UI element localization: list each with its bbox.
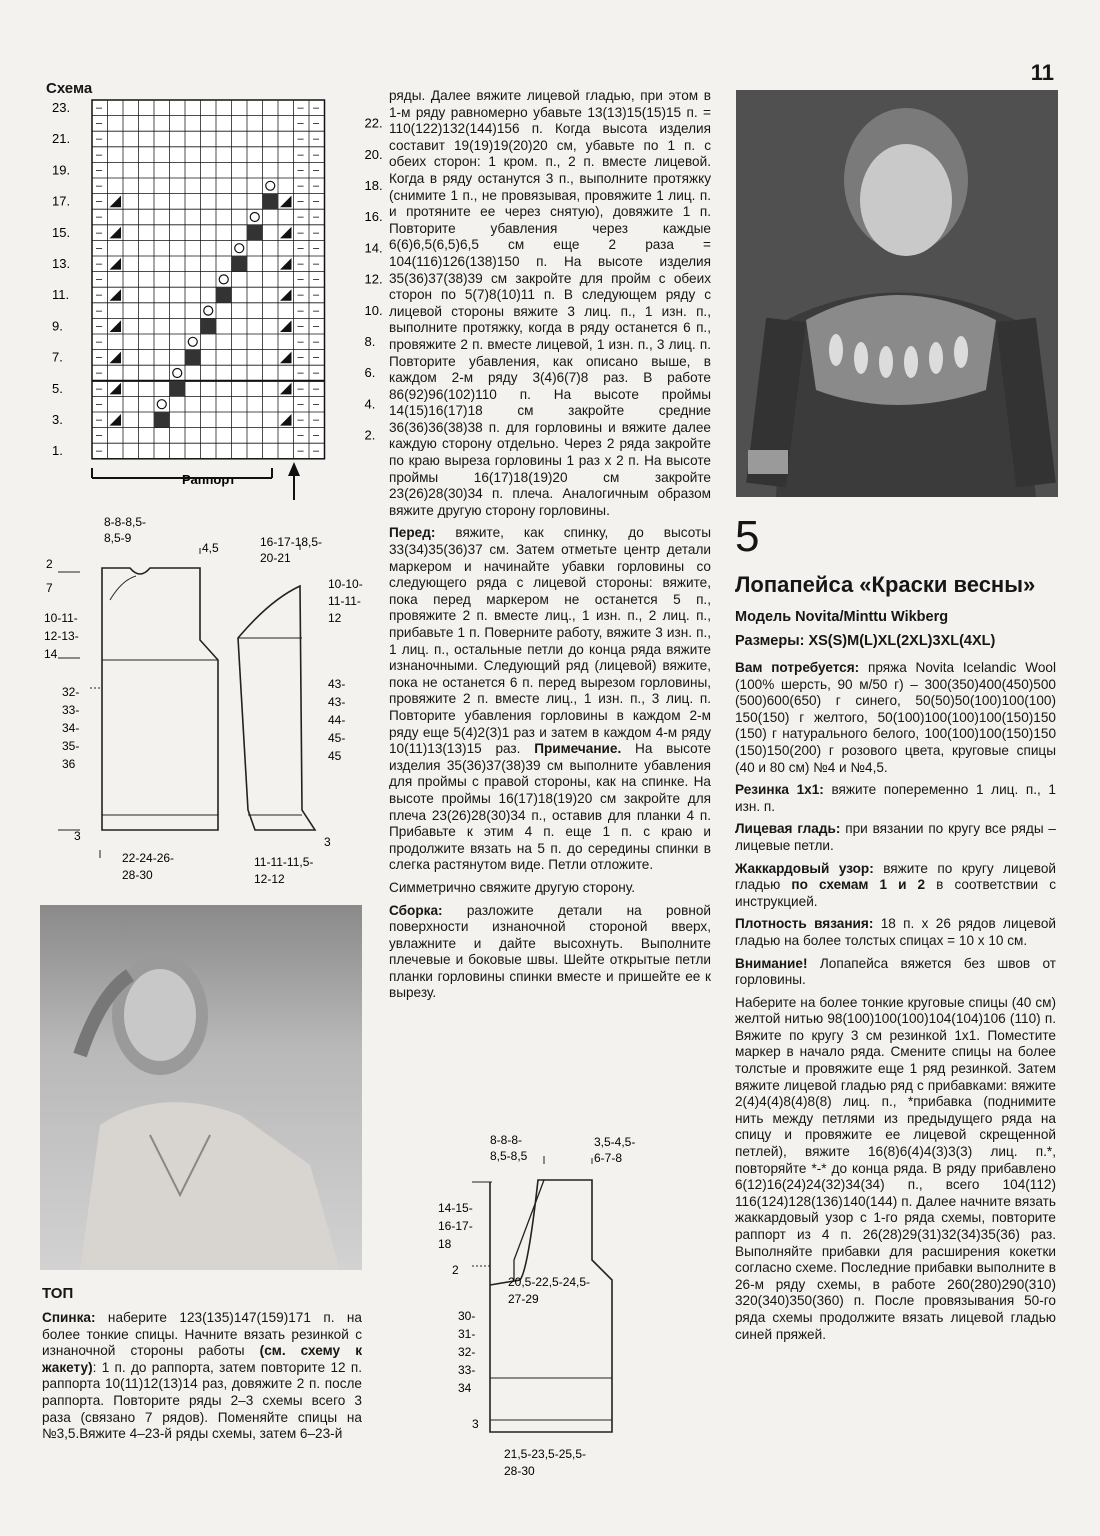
- article-title: Лопапейса «Краски весны»: [735, 572, 1036, 597]
- back-continued: ряды. Далее вяжите лицевой гладью, при этом в 1-м ряду равномерно убавьте 13(13)15(15)15 п. = 110(122)132(144)156 п. Когда высота изделия составит 19(19)19(20)20 см, убавьте по 1 п. с обеих сторон: 1 кром. п., 2 п. вместе лицевой. Когда в ряду останутся 3 п., выполните протяжку (снимите 1 п., не провязывая, провяжите 1 лиц. п. и протяните ее через снятую), довяжите 1 п. Повторите убавления через каждые 6(6)6,5(6,5)6,5 см еще 2 раза = 104(116)126(138)150 п. На высоте изделия 35(36)37(38)39 см закройте для пройм с обеих сторон по 5(7)8(10)11 п. В следующем ряду с лицевой стороны вяжите 3 лиц. п., 1 изн. п., выполните протяжку, когда в ряду останется 6 п., провяжите 2 п. вместе лицевой, 1 изн. п., 3 лиц. п. Повторите убавления, как описано выше, в каждом 2-м ряду 3(4)6(7)8 раз. В работе 86(92)96(102)110 п. На высоте проймы 14(15)16(17)18 см закройте средние 36(36)36(38)38 п. для горловины и вяжите далее каждую сторону отдельно. Через 2 ряда закройте по краю выреза горловины 1 раз х 2 п. На высоте проймы 16(17)18(19)20 см закройте 23(26)28(30)34 п. плеча. Аналогичным образом вяжите другую сторону горловины.: [389, 88, 711, 518]
- page-number: 11: [1030, 60, 1054, 85]
- back-shoulder: 7: [46, 581, 53, 595]
- chart-row-label: 16.: [364, 209, 383, 225]
- article-number: 5: [735, 512, 760, 561]
- chart-row-label: 5.: [52, 380, 63, 396]
- knitting-chart: [40, 96, 383, 500]
- svg-text:–: –: [313, 117, 320, 130]
- back-shoulder-drop: 2: [46, 557, 53, 571]
- svg-text:–: –: [297, 102, 304, 114]
- stockinette: Лицевая гладь: при вязании по кругу все ряды – лицевые петли.: [735, 821, 1056, 853]
- chart-row-label: 9.: [52, 318, 63, 334]
- front-length: 30-31-32-33-34: [458, 1309, 476, 1395]
- svg-text:–: –: [96, 195, 103, 208]
- svg-text:–: –: [96, 320, 103, 333]
- svg-text:–: –: [313, 351, 320, 364]
- svg-text:–: –: [96, 273, 103, 286]
- article-sizes: Размеры: XS(S)M(L)XL(2XL)3XL(4XL): [735, 633, 996, 649]
- schematic-back: [40, 510, 363, 890]
- top-title: ТОП: [42, 1285, 74, 1302]
- svg-text:–: –: [313, 242, 320, 255]
- rib-stitch: Резинка 1х1: вяжите попеременно 1 лиц. п., 1 изн. п.: [735, 782, 1056, 814]
- front-width: 21,5-23,5-25,5-28-30: [504, 1447, 587, 1478]
- chart-row-label: 13.: [52, 256, 71, 271]
- front-shoulder-drop: 2: [452, 1263, 459, 1277]
- svg-text:–: –: [313, 273, 320, 286]
- svg-text:–: –: [96, 242, 103, 255]
- svg-text:–: –: [96, 211, 103, 224]
- svg-text:–: –: [297, 133, 304, 146]
- svg-text:–: –: [313, 398, 320, 411]
- front-instructions: Перед: вяжите, как спинку, до высоты 33(34)35(36)37 см. Затем отметьте центр детали маркером и начинайте убавки горловины со следующего ряда с лицевой стороны: вяжите, пока перед маркером не останется 5 п., провяжите 2 п. вместе лиц., 1 изн. п., 2 лиц. п., прибавьте 1 п. Поверните работу, вяжите 3 изн. п., 1 лиц. п., остальные петли до конца ряда вяжите изнаночными. Следующий ряд (лицевой) вяжите, пока не останется 6 п. перед вырезом горловины, провяжите 2 п. вместе лиц., 1 изн. п., 3 лиц. п. Повторите убавления горловины в каждом 2-м ряду еще 5(4)2(3)1 раз и затем в каждом 4-м ряду 10(11)13(13)15 раз. Примечание. На высоте изделия 35(36)37(38)39 см выполните убавления для проймы с правой стороны, как на спинке. На высоте проймы 16(17)18(19)20 см закройте для плеча 23(26)28(30)34 п., оставив для планки 4 п. Прибавьте к этим 4 п. еще 1 п. с краю и продолжите вязать на 5 п. до середины спинки в слегка растянутом виде. Петли отложите.: [389, 525, 711, 873]
- svg-text:–: –: [297, 304, 304, 317]
- svg-text:–: –: [297, 367, 304, 380]
- svg-text:–: –: [313, 320, 320, 333]
- front-neck-width: 8-8-8-8,5-8,5: [490, 1133, 528, 1163]
- chart-row-label: 14.: [364, 240, 383, 256]
- svg-text:–: –: [297, 180, 304, 192]
- jacquard: Жаккардовый узор: вяжите по кругу лицевой гладью по схемам 1 и 2 в соответствии с инструкцией.: [735, 860, 1056, 909]
- schematic-front: [420, 1120, 660, 1490]
- chart-row-label: 18.: [364, 178, 383, 193]
- svg-text:–: –: [96, 289, 103, 302]
- svg-text:–: –: [96, 180, 103, 192]
- assembly-instructions: Сборка: разложите детали на ровной поверхности изнаночной стороной вверх, увлажните и дайте высохнуть. Выполните плечевые и боковые швы. Шейте открытые петли планки горловины спинки вместе и пришейте ее к вырезу.: [389, 902, 711, 1001]
- gauge: Плотность вязания: 18 п. х 26 рядов лицевой гладью на более толстых спицах = 10 х 10 см.: [735, 916, 1056, 948]
- attention: Внимание! Лопапейса вяжется без швов от горловины.: [735, 955, 1056, 988]
- svg-text:–: –: [96, 133, 103, 146]
- svg-text:–: –: [313, 445, 320, 458]
- svg-text:–: –: [96, 336, 103, 348]
- svg-text:–: –: [297, 351, 304, 364]
- svg-text:–: –: [297, 414, 304, 426]
- chart-title: Схема: [46, 80, 93, 97]
- svg-text:–: –: [297, 195, 304, 208]
- svg-text:–: –: [96, 164, 103, 177]
- back-length: 32-33-34-35-36: [62, 685, 80, 771]
- svg-text:–: –: [313, 367, 320, 380]
- chart-row-label: 6.: [364, 365, 376, 381]
- svg-text:–: –: [313, 336, 320, 348]
- sleeve-length: 43-43-44-45-45: [328, 677, 346, 763]
- svg-text:–: –: [297, 429, 304, 442]
- svg-text:–: –: [96, 102, 103, 114]
- chart-row-label: 2.: [364, 427, 376, 443]
- back-armhole: 10-11-12-13-14: [44, 611, 79, 661]
- article-model: Модель Novita/Minttu Wikberg: [735, 609, 949, 625]
- svg-text:–: –: [313, 211, 320, 224]
- svg-text:–: –: [313, 382, 320, 395]
- chart-row-label: 19.: [52, 162, 71, 178]
- chart-row-label: 15.: [52, 224, 71, 240]
- svg-text:–: –: [96, 429, 103, 442]
- svg-text:–: –: [313, 148, 320, 161]
- chart-row-label: 1.: [52, 443, 63, 459]
- materials: Вам потребуется: пряжа Novita Icelandic Wool (100% шерсть, 90 м/50 г) – 300(350)400(450)500 (500)600(650) г синего, 50(50)50(100)100(100) 150(150) г желтого, 50(100)100(100)100(150)150 (150) г натурального белого, 100(100)100(150)150 (150)150(200) г розового цвета, круговые спицы (40 и 80 см) №4 и №4,5.: [735, 660, 1056, 775]
- svg-text:–: –: [313, 180, 320, 192]
- svg-text:–: –: [96, 414, 103, 426]
- svg-text:–: –: [297, 382, 304, 395]
- svg-text:–: –: [96, 117, 103, 130]
- repeat-label: Раппорт: [182, 472, 236, 487]
- photo-top-model: [40, 905, 362, 1270]
- svg-text:–: –: [313, 429, 320, 442]
- svg-text:–: –: [313, 226, 320, 239]
- chart-row-label: 20.: [364, 146, 383, 162]
- svg-text:–: –: [313, 414, 320, 426]
- chart-row-label: 4.: [364, 396, 376, 412]
- chart-row-label: 12.: [364, 271, 383, 287]
- sleeve-cuff-width: 11-11-11,5-12-12: [254, 855, 314, 886]
- sleeve-top-width: 16-17-18,5-20-21: [260, 535, 323, 565]
- svg-text:–: –: [96, 398, 103, 411]
- svg-text:–: –: [96, 351, 103, 364]
- chart-row-label: 21.: [52, 131, 71, 147]
- chart-row-label: 22.: [364, 115, 383, 131]
- svg-text:–: –: [96, 367, 103, 380]
- svg-text:–: –: [313, 304, 320, 317]
- sleeve-cap-height: 10-10-11-11-12: [328, 577, 363, 625]
- svg-text:–: –: [297, 289, 304, 302]
- svg-text:–: –: [313, 102, 320, 114]
- back-neck-width: 8-8-8,5-8,5-9: [104, 515, 147, 545]
- svg-text:–: –: [297, 320, 304, 333]
- front-rib: 3: [472, 1417, 479, 1431]
- chart-row-label: 11.: [52, 287, 70, 303]
- svg-text:–: –: [313, 289, 320, 302]
- svg-text:–: –: [297, 148, 304, 161]
- svg-text:–: –: [96, 445, 103, 458]
- chart-row-label: 10.: [364, 302, 383, 318]
- svg-text:–: –: [297, 164, 304, 177]
- svg-text:–: –: [297, 258, 304, 270]
- svg-text:–: –: [297, 117, 304, 130]
- svg-text:–: –: [96, 304, 103, 317]
- svg-text:–: –: [297, 336, 304, 348]
- back-instructions: Спинка: наберите 123(135)147(159)171 п. на более тонкие спицы. Начните вязать резинкой с изнаночной стороны работы (см. схему к жакету): 1 п. до раппорта, затем повторите 12 п. раппорта 10(11)12(13)14 раз, довяжите 2 п. после раппорта. Повторите ряды 2–3 схемы всего 3 раза (связано 7 рядов). Поменяйте спицы на №3,5.Вяжите 4–23-й ряды схемы, затем 6–23-й: [42, 1310, 362, 1442]
- photo-lopapeysa-model: [736, 90, 1058, 497]
- svg-text:–: –: [96, 226, 103, 239]
- back-rib: 3: [74, 829, 81, 843]
- svg-text:–: –: [96, 148, 103, 161]
- front-chest-to-arm: 20,5-22,5-24,5-27-29: [508, 1275, 591, 1306]
- chart-row-label: 8.: [364, 334, 376, 349]
- chart-row-label: 17.: [52, 193, 71, 209]
- svg-text:–: –: [297, 226, 304, 239]
- front-armhole: 14-15-16-17-18: [438, 1201, 473, 1251]
- front-shoulder-band: 3,5-4,5-6-7-8: [594, 1135, 636, 1165]
- chart-row-label: 3.: [52, 412, 63, 427]
- svg-text:–: –: [313, 164, 320, 177]
- svg-text:–: –: [96, 382, 103, 395]
- svg-text:–: –: [297, 273, 304, 286]
- svg-text:–: –: [313, 133, 320, 146]
- svg-text:–: –: [297, 445, 304, 458]
- chart-row-label: 23.: [52, 100, 71, 115]
- svg-text:–: –: [297, 211, 304, 224]
- svg-text:–: –: [297, 398, 304, 411]
- svg-text:–: –: [297, 242, 304, 255]
- svg-text:–: –: [313, 258, 320, 270]
- chart-row-label: 7.: [52, 349, 63, 365]
- middle-column-text: [389, 88, 711, 1008]
- symmetric-note: Симметрично свяжите другую сторону.: [389, 879, 635, 895]
- lopapeysa-instructions: [735, 660, 1056, 1349]
- body-instructions: Наберите на более тонкие круговые спицы (40 см) желтой нитью 98(100)100(100)104(104)106 (110) п. Вяжите по кругу 3 см резинкой 1х1. Поместите маркер в начало ряда. Смените спицы на более толстые и провяжите еще 1 ряд резинкой. Затем вяжите лицевой гладью ряд с прибавками: вяжите 2(4)4(4)8(4)8(8) лиц. п., *прибавка (поднимите нить между петлями из предыдущего ряда на спицу и провяжите ее лицевой скрещенной петлей), вяжите 16(8)6(4)4(3)3(3) лиц. п.*, повторяйте *-* до конца ряда. В ряду прибавлено 6(12)16(24)24(32)34(34) п., всего 104(112) 116(124)128(136)140(144) п. Далее начните вязать жаккардовый узор с 1-го ряда схемы, повторите раппорт из 4 п. 26(28)29(31)32(34)35(36) раз. Выполняйте прибавки для расширения кокетки согласно схеме. Последние прибавки выполните в 26-м ряду схемы, в работе 260(280)290(310) 320(340)350(360) п. После провязывания 50-го ряда схемы продолжите вязать лицевой гладью синей пряжей.: [735, 994, 1056, 1342]
- back-width: 22-24-26-28-30: [122, 851, 175, 882]
- svg-text:–: –: [313, 195, 320, 208]
- svg-text:–: –: [96, 258, 103, 270]
- sleeve-rib: 3: [324, 835, 331, 849]
- back-neck-depth: 4,5: [202, 541, 219, 555]
